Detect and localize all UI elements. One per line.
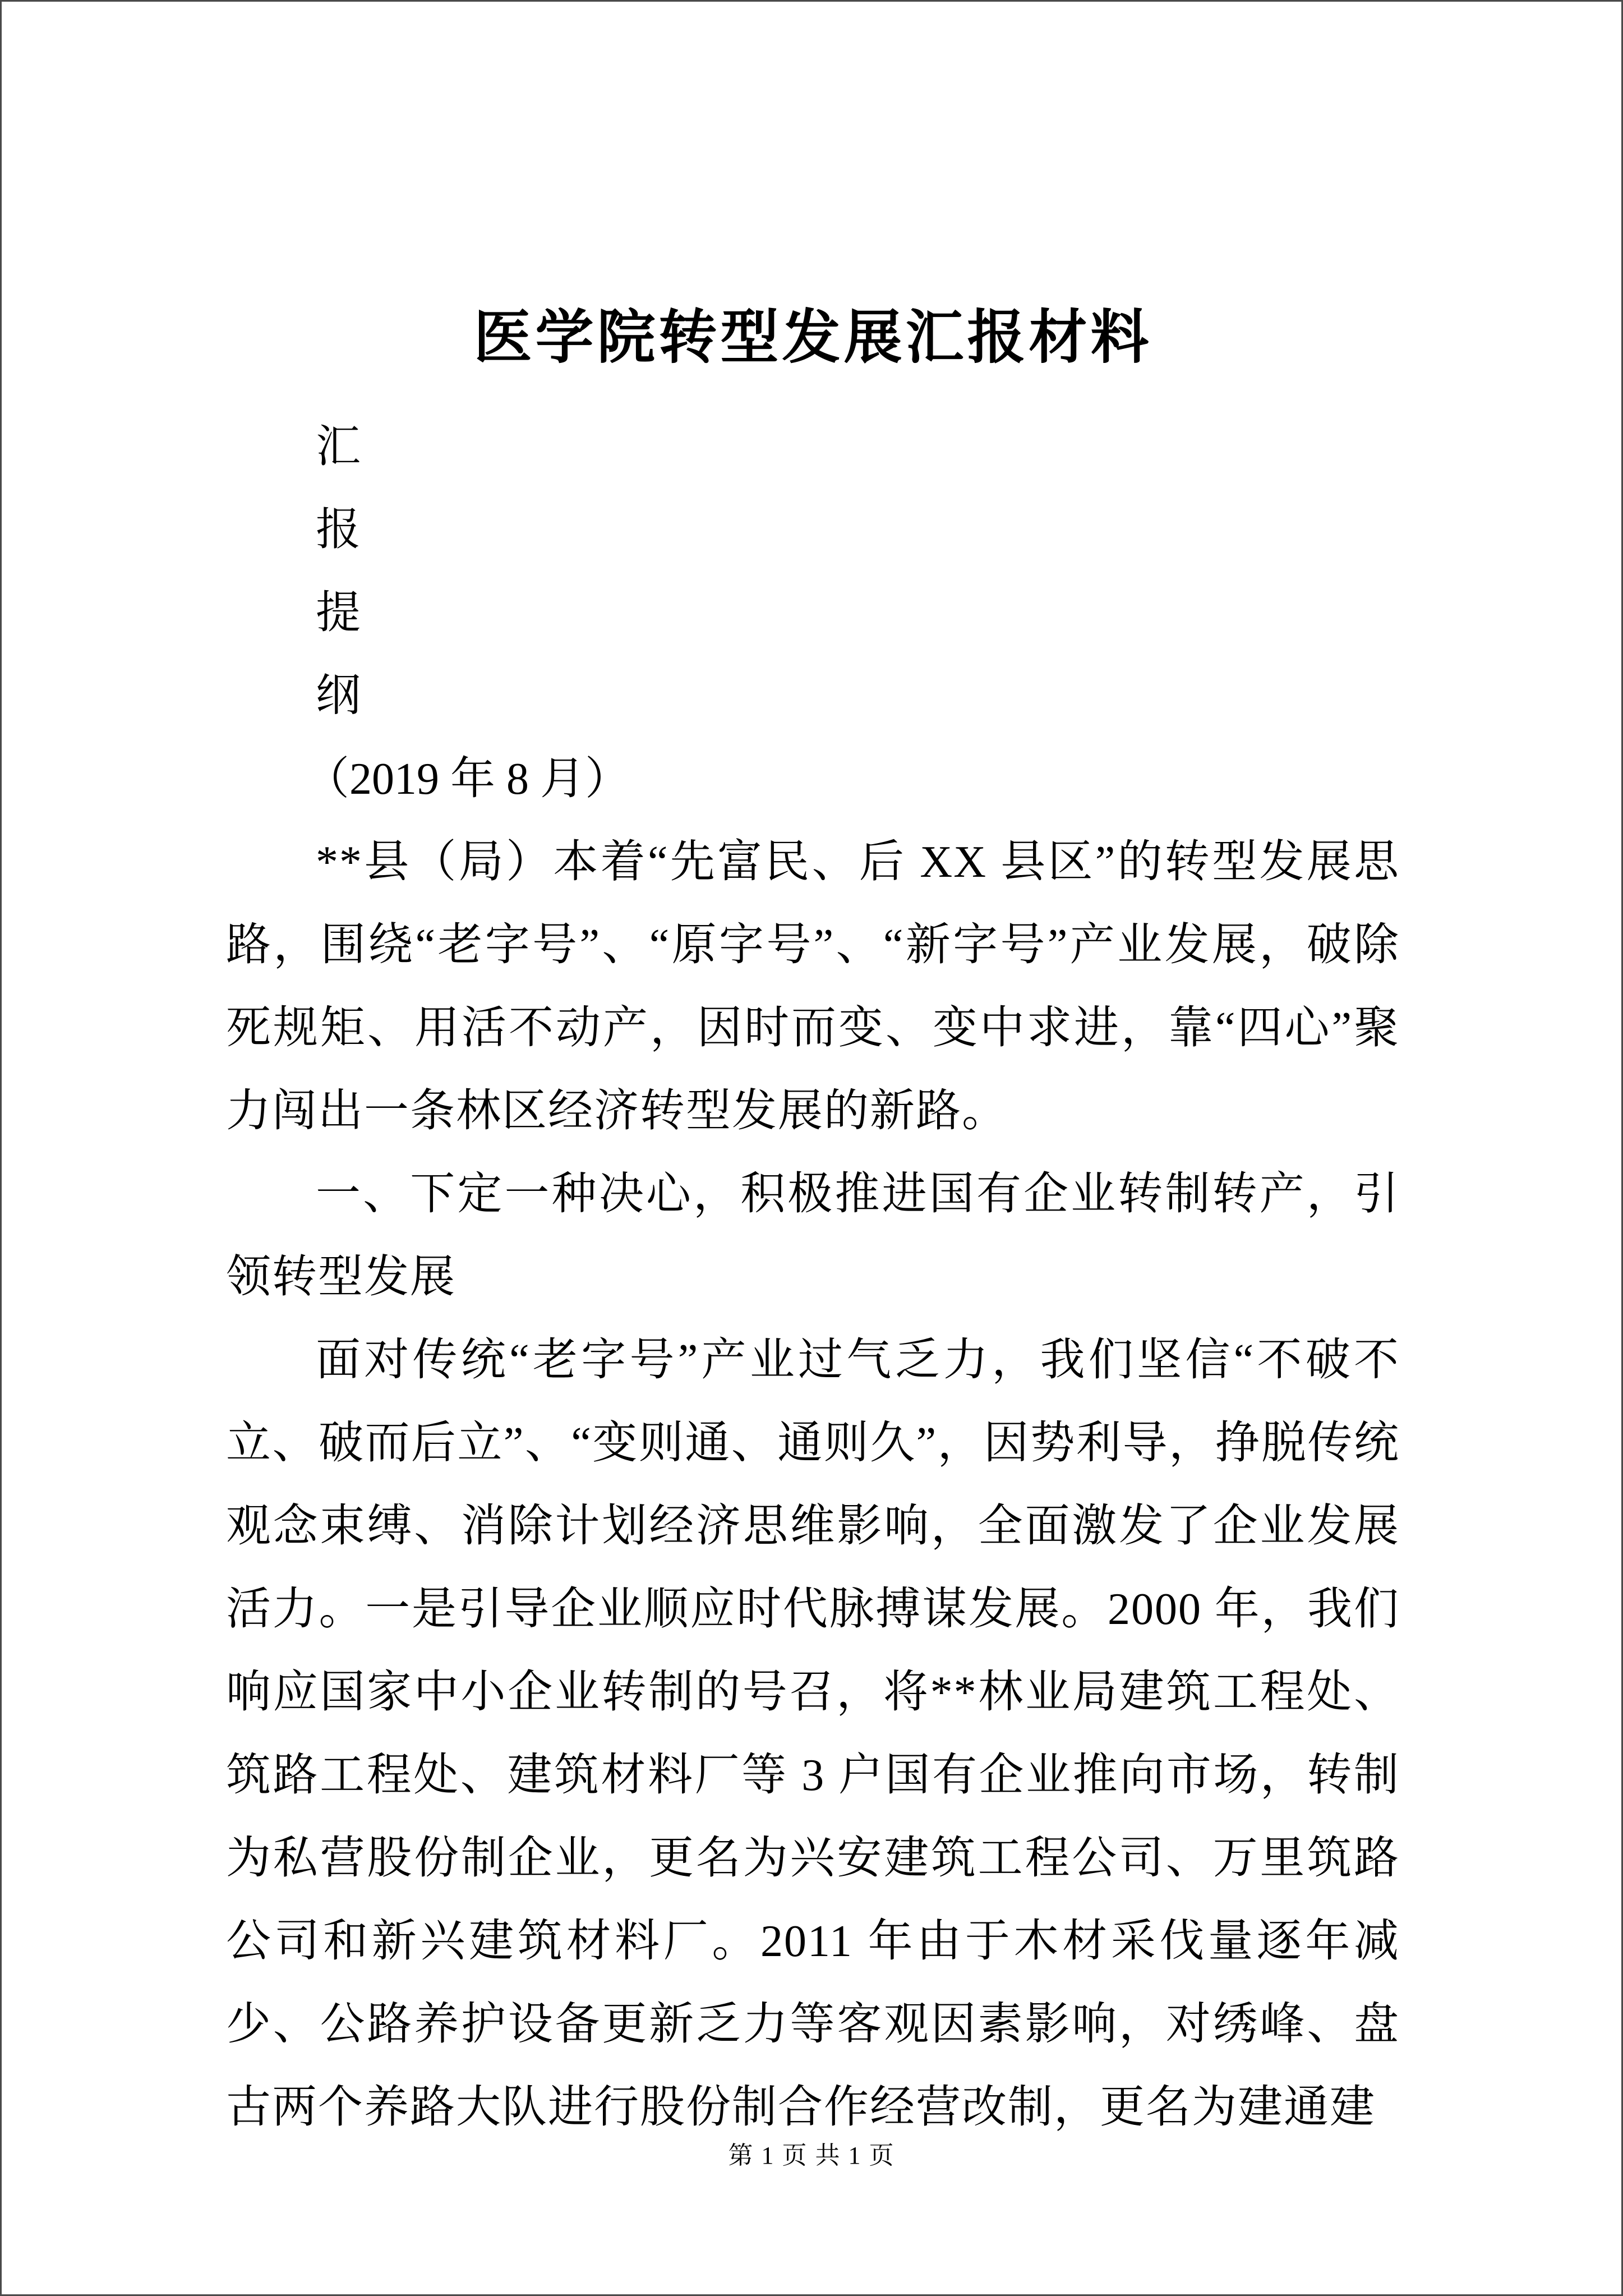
section-heading-1: 一、下定一种决心，积极推进国有企业转制转产，引领转型发展	[226, 1170, 1400, 1302]
outline-char-2: 报	[316, 505, 361, 555]
outline-char-4: 纲	[316, 671, 361, 721]
paragraph-section-1-body: 面对传统“老字号”产业过气乏力，我们坚信“不破不立、破而后立”、“变则通、通则久”，因势利导，挣脱传统观念束缚、消除计划经济思维影响，全面激发了企业发展活力。一是引导企业顺应时代脉搏谋发展。2000 年，我们响应国家中小企业转制的号召，将**林业局建筑工程处、筑路工程处、建筑材料厂等 3 户国有企业推向市场，转制为私营股份制企业，更名为兴安建筑工程公司、万里筑路公司和新兴建筑材料厂。2011 年由于木材采伐量逐年减少、公路养护设备更新乏力等客观因素影响，对绣峰、盘古两个养路大队进行股份制合作经营改制，更名为建通建	[226, 1336, 1400, 2132]
document-title: 医学院转型发展汇报材料	[473, 306, 1152, 370]
report-outline-heading	[226, 406, 1400, 738]
paragraph-intro: **县（局）本着“先富民、后 XX 县区”的转型发展思路，围绕“老字号”、“原字号”、“新字号”产业发展，破除死规矩、用活不动产，因时而变、变中求进，靠“四心”聚力闯出一条林区经济转型发展的新路。	[226, 838, 1400, 1136]
document-content	[2, 2, 1621, 2149]
outline-char-1: 汇	[316, 422, 361, 472]
date-line: （2019 年 8 月）	[305, 754, 630, 804]
page-footer	[2, 2135, 1621, 2171]
outline-char-3: 提	[316, 588, 361, 638]
page-indicator: 第 1 页 共 1 页	[728, 2142, 895, 2169]
